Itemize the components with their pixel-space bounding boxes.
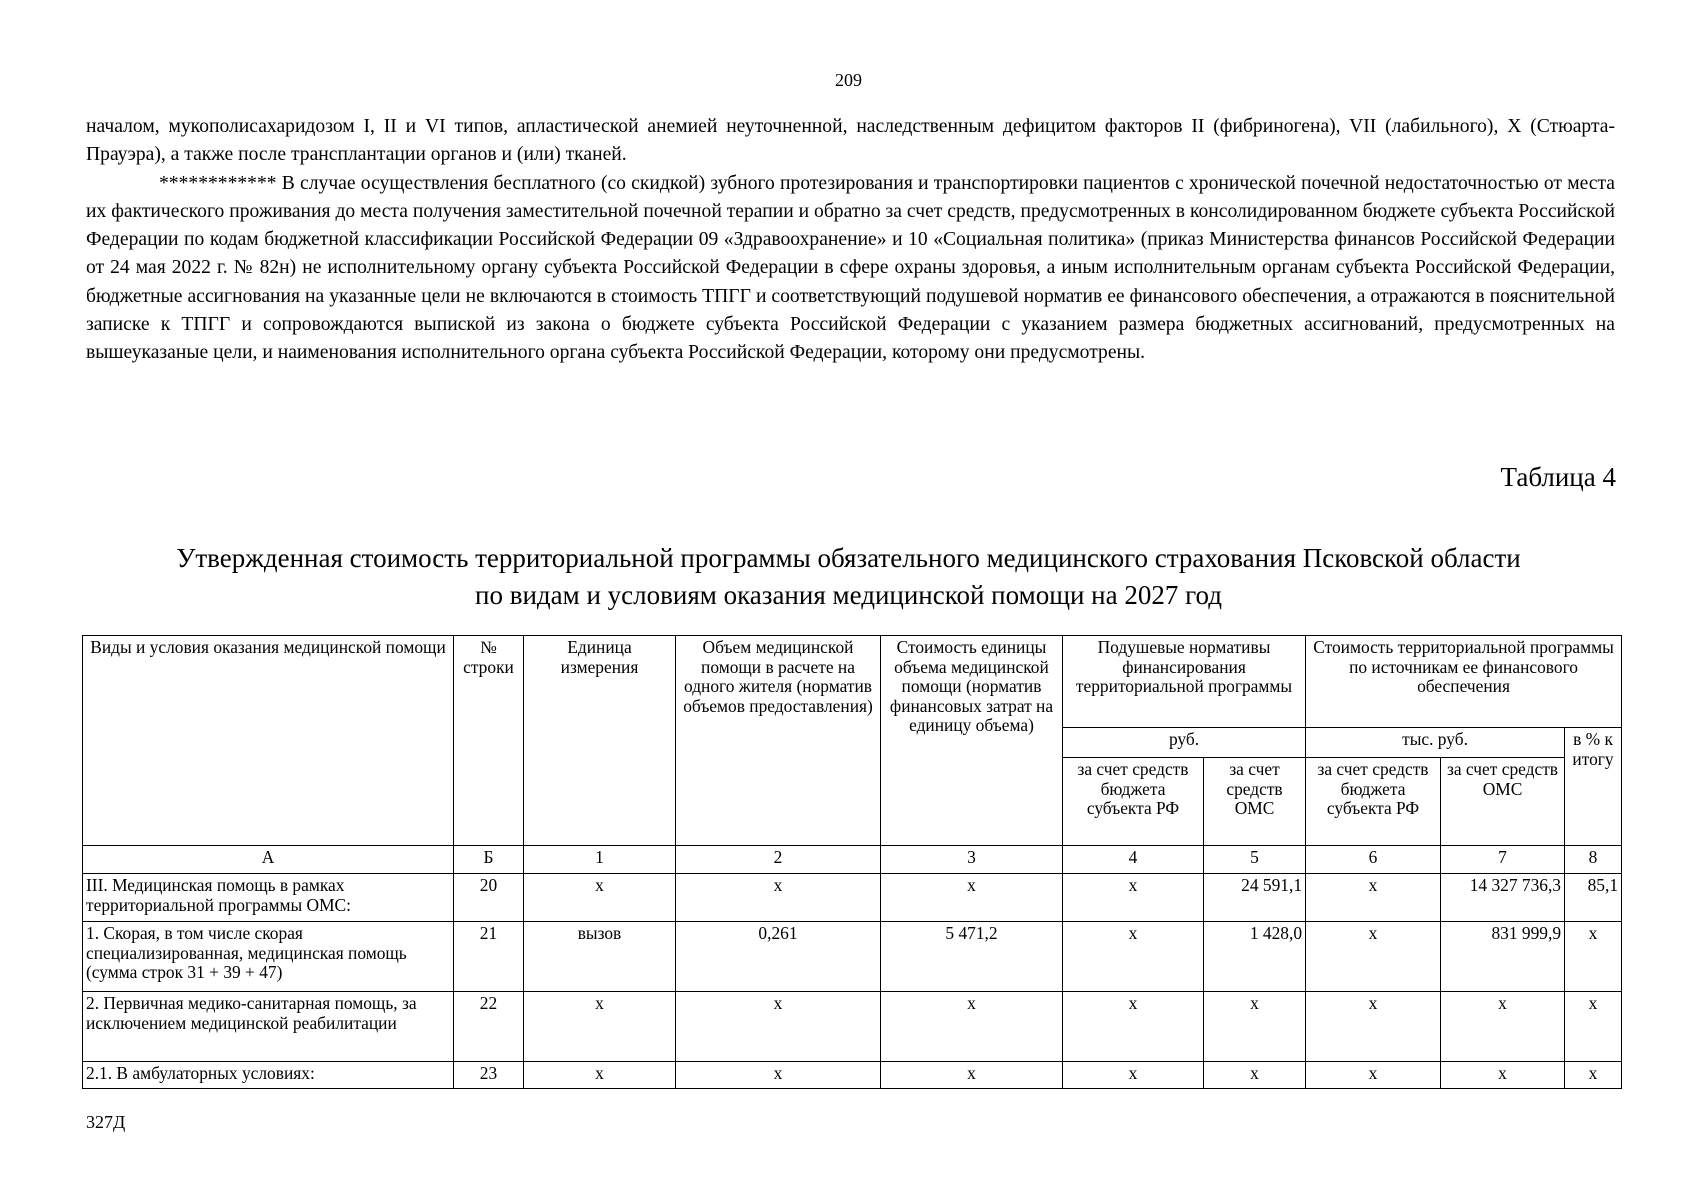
cost-budget-cell: х [1306,874,1441,922]
cost-oms-cell: 14 327 736,3 [1441,874,1565,922]
cost-oms-cell: х [1441,1062,1565,1089]
row-number: 21 [454,922,524,992]
volume-cell: х [676,874,881,922]
row-name: 2.1. В амбулаторных условиях: [83,1062,454,1089]
header-cell: тыс. руб. [1306,728,1565,758]
header-cell: Единица измерения [524,636,676,846]
column-number-row [83,846,1622,874]
per-capita-budget-cell: х [1063,1062,1204,1089]
cost-oms-cell: х [1441,992,1565,1062]
header-row [83,636,1622,728]
cost-budget-cell: х [1306,1062,1441,1089]
table-title-line: Утвержденная стоимость территориальной программы обязательного медицинского страхования Псковской области [176,543,1521,573]
percent-cell: х [1565,922,1622,992]
per-capita-oms-cell: х [1204,1062,1306,1089]
table-title-line: по видам и условиям оказания медицинской помощи на 2027 год [475,580,1222,610]
header-cell: за счет средств бюджета субъекта РФ [1306,758,1441,846]
table-label: Таблица 4 [1500,462,1616,492]
unit-cost-cell: х [881,992,1063,1062]
page-number: 209 [835,70,862,90]
row-name: 1. Скорая, в том числе скорая специализированная, медицинская помощь (сумма строк 31 + 39 + 47) [83,922,454,992]
column-number: 8 [1565,846,1622,874]
paragraph-continuation: началом, мукополисахаридозом I, II и VI типов, апластической анемией неуточненной, наследственным дефицитом факторов II (фибриногена), VII (лабильного), X (Стюарта-Прауэра), а также после трансплантации органов и (или) тканей. [86,116,1615,166]
header-cell: за счет средств ОМС [1441,758,1565,846]
per-capita-oms-cell: х [1204,992,1306,1062]
percent-cell: 85,1 [1565,874,1622,922]
per-capita-budget-cell: х [1063,992,1204,1062]
footer-code: 327Д [86,1112,126,1132]
table-row [83,922,1622,992]
column-number: 5 [1204,846,1306,874]
column-number: 2 [676,846,881,874]
header-cell: Виды и условия оказания медицинской помощи [83,636,454,846]
column-number: 3 [881,846,1063,874]
per-capita-oms-cell: 24 591,1 [1204,874,1306,922]
per-capita-oms-cell: 1 428,0 [1204,922,1306,992]
column-number: 7 [1441,846,1565,874]
column-number: Б [454,846,524,874]
volume-cell: 0,261 [676,922,881,992]
column-number: 4 [1063,846,1204,874]
volume-cell: х [676,992,881,1062]
volume-cell: х [676,1062,881,1089]
header-cell: за счет средств ОМС [1204,758,1306,846]
row-number: 22 [454,992,524,1062]
per-capita-budget-cell: х [1063,874,1204,922]
row-name: 2. Первичная медико-санитарная помощь, за исключением медицинской реабилитации [83,992,454,1062]
per-capita-budget-cell: х [1063,922,1204,992]
header-cell: руб. [1063,728,1306,758]
table-title [80,540,1617,614]
header-cell: в % к итогу [1565,728,1622,846]
body-text [86,113,1615,368]
unit-cost-cell: х [881,1062,1063,1089]
column-number: 1 [524,846,676,874]
percent-cell: х [1565,992,1622,1062]
unit-cell: х [524,1062,676,1089]
table-row [83,1062,1622,1089]
header-cell: Стоимость единицы объема медицинской помощи (норматив финансовых затрат на единицу объема) [881,636,1063,846]
cost-budget-cell: х [1306,922,1441,992]
header-cell: Подушевые нормативы финансирования территориальной программы [1063,636,1306,728]
column-number: А [83,846,454,874]
unit-cell: х [524,992,676,1062]
cost-budget-cell: х [1306,992,1441,1062]
header-cell: за счет средств бюджета субъекта РФ [1063,758,1204,846]
row-number: 23 [454,1062,524,1089]
header-cell: Стоимость территориальной программы по источникам ее финансового обеспечения [1306,636,1622,728]
unit-cost-cell: х [881,874,1063,922]
unit-cost-cell: 5 471,2 [881,922,1063,992]
percent-cell: х [1565,1062,1622,1089]
table-row [83,874,1622,922]
cost-table [82,635,1622,1089]
unit-cell: х [524,874,676,922]
column-number: 6 [1306,846,1441,874]
row-number: 20 [454,874,524,922]
header-cell: № строки [454,636,524,846]
footnote-paragraph: ************ В случае осуществления бесплатного (со скидкой) зубного протезирования и транспортировки пациентов с хронической почечной недостаточностью от места их фактического проживания до места получения заместительной почечной терапии и обратно за счет средств, предусмотренных в консолидированном бюджете субъекта Российской Федерации по кодам бюджетной классификации Российской Федерации 09 «Здравоохранение» и 10 «Социальная политика» (приказ Министерства финансов Российской Федерации от 24 мая 2022 г. № 82н) не исполнительному органу субъекта Российской Федерации в сфере охраны здоровья, а иным исполнительным органам субъекта Российской Федерации, бюджетные ассигнования на указанные цели не включаются в стоимость ТПГГ и соответствующий подушевой норматив ее финансового обеспечения, а отражаются в пояснительной записке к ТПГГ и сопровождаются выпиской из закона о бюджете субъекта Российской Федерации с указанием размера бюджетных ассигнований, предусмотренных на вышеуказаные цели, и наименования исполнительного органа субъекта Российской Федерации, которому они предусмотрены. [86,172,1615,364]
header-cell: Объем медицинской помощи в расчете на одного жителя (норматив объемов предоставления) [676,636,881,846]
unit-cell: вызов [524,922,676,992]
cost-oms-cell: 831 999,9 [1441,922,1565,992]
table-row [83,992,1622,1062]
row-name: III. Медицинская помощь в рамках территориальной программы ОМС: [83,874,454,922]
